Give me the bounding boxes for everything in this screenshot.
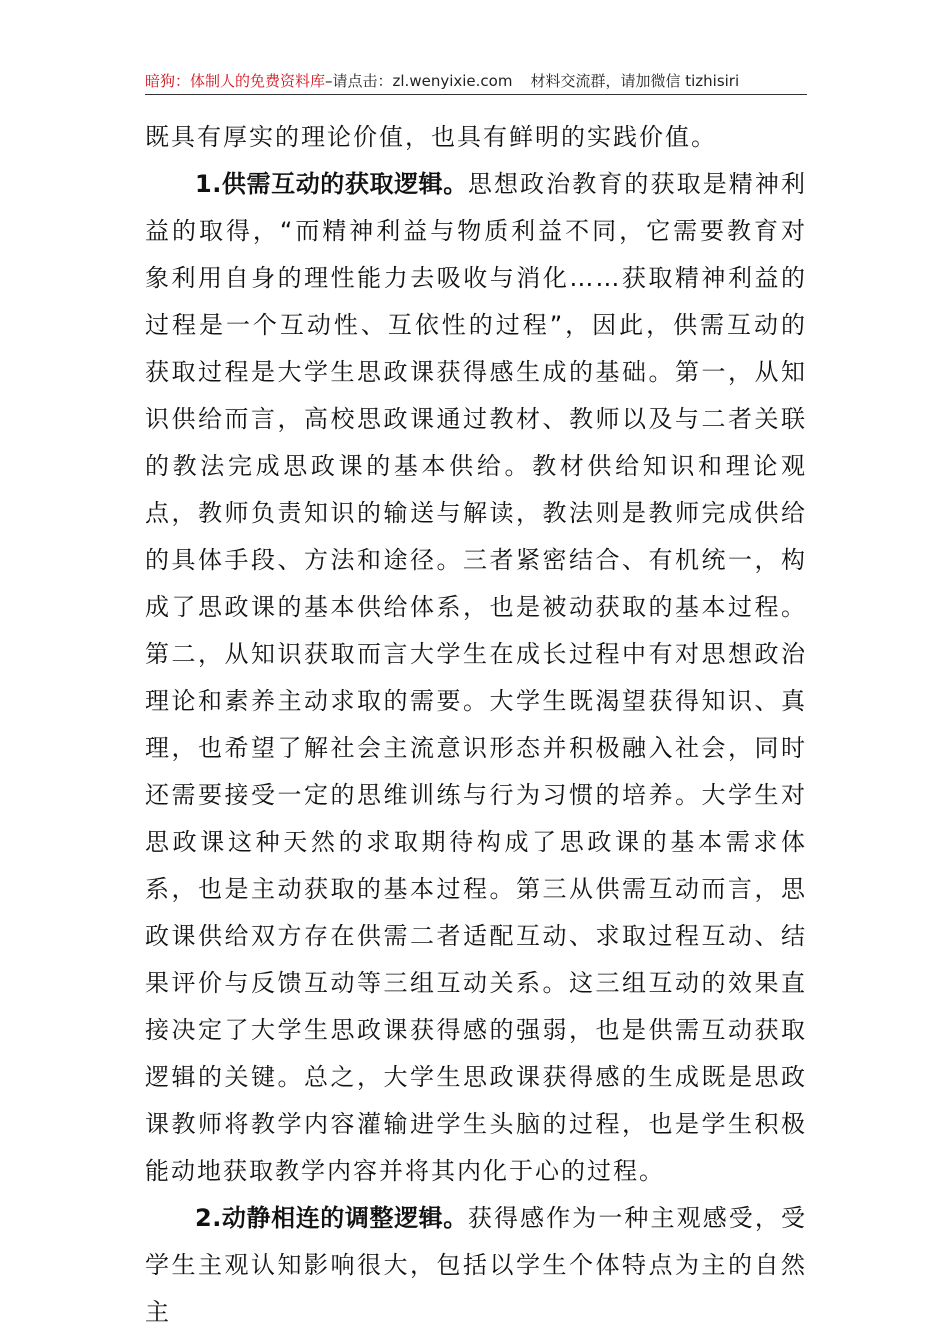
page-header xyxy=(145,70,807,92)
header-rule xyxy=(145,94,807,95)
header-wechat-text: 材料交流群，请加微信 tizhisiri xyxy=(530,72,740,90)
paragraph-section-1 xyxy=(145,161,807,1195)
paragraph-text: 思想政治教育的获取是精神利益的取得，“而精神利益与物质利益不同，它需要教育对象利用自身的理性能力去吸收与消化……获取精神利益的过程是一个互动性、互依性的过程”，因此，供需互动的获取过程是大学生思政课获得感生成的基础。第一，从知识供给而言，高校思政课通过教材、教师以及与二者关联的教法完成思政课的基本供给。教材供给知识和理论观点，教师负责知识的输送与解读，教法则是教师完成供给的具体手段、方法和途径。三者紧密结合、有机统一，构成了思政课的基本供给体系，也是被动获取的基本过程。第二，从知识获取而言大学生在成长过程中有对思想政治理论和素养主动求取的需要。大学生既渴望获得知识、真理，也希望了解社会主流意识形态并积极融入社会，同时还需要接受一定的思维训练与行为习惯的培养。大学生对思政课这种天然的求取期待构成了思政课的基本需求体系，也是主动获取的基本过程。第三从供需互动而言，思政课供给双方存在供需二者适配互动、求取过程互动、结果评价与反馈互动等三组互动关系。这三组互动的效果直接决定了大学生思政课获得感的强弱，也是供需互动获取逻辑的关键。总之，大学生思政课获得感的生成既是思政课教师将教学内容灌输进学生头脑的过程，也是学生积极能动地获取教学内容并将其内化于心的过程。 xyxy=(145,170,807,1185)
header-site-name[interactable]: 暗狗：体制人的免费资料库 xyxy=(145,72,326,90)
document-body xyxy=(145,114,807,1336)
paragraph-section-2 xyxy=(145,1195,807,1336)
section-heading: 2.动静相连的调整逻辑。 xyxy=(195,1204,468,1232)
section-heading: 1.供需互动的获取逻辑。 xyxy=(195,170,468,198)
paragraph-continuation xyxy=(145,114,807,161)
header-link-text[interactable]: –请点击：zl.wenyixie.com xyxy=(325,72,513,90)
paragraph-text: 既具有厚实的理论价值，也具有鲜明的实践价值。 xyxy=(145,123,717,151)
paragraph-text: 获得感作为一种主观感受，受学生主观认知影响很大，包括以学生个体特点为主的自然主 xyxy=(145,1204,807,1326)
